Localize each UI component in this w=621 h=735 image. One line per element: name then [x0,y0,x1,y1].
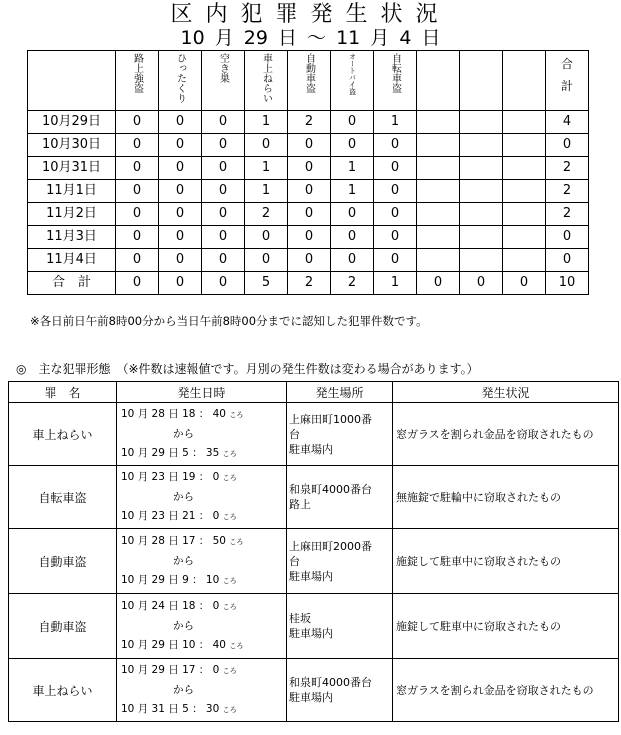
count-cell: 0 [116,272,159,295]
approx-label: ころ [222,473,237,482]
count-cell: 0 [202,157,245,180]
column-header [202,51,245,111]
column-header-label: 合計 [561,57,574,93]
date-to-text: 10 月 29 日 9 ： 10 [121,573,220,586]
count-cell [417,249,460,272]
table-row [28,249,589,272]
count-cell: 0 [202,272,245,295]
count-cell: 0 [460,272,503,295]
count-cell: 0 [288,157,331,180]
from-word: から [173,427,194,440]
location-line: 上麻田町2000番 [289,539,372,553]
date-to [121,507,286,527]
count-cell: 0 [331,203,374,226]
column-header: 罪 名 [9,382,117,403]
table-row [28,203,589,226]
crime-name: 自転車盗 [9,466,117,529]
table-row [9,659,619,722]
date-from-text: 10 月 28 日 17 ： 50 [121,534,226,547]
date-to-text: 10 月 29 日 5 ： 35 [121,446,220,459]
column-header [417,51,460,111]
count-cell: 0 [159,226,202,249]
approx-label: ころ [229,641,244,650]
location-line: 和泉町4000番台 [289,483,372,496]
count-cell: 4 [546,111,589,134]
count-cell: 1 [245,180,288,203]
count-cell: 0 [202,180,245,203]
situation: 窓ガラスを割られ金品を窃取されたもの [393,659,619,722]
count-cell: 0 [245,134,288,157]
count-cell [503,111,546,134]
count-cell: 0 [202,134,245,157]
row-label: 合 計 [28,272,116,295]
date-to [121,571,286,591]
column-header-label: 空き巣 [217,53,229,83]
approx-label: ころ [222,449,237,458]
location-line: 台 [289,554,300,568]
location-line: 駐車場内 [289,691,333,704]
situation: 施錠して駐車中に窃取されたもの [393,529,619,594]
count-cell: 2 [546,157,589,180]
page-title: 区内犯罪発生状況 [170,2,451,27]
approx-label: ころ [229,410,244,419]
row-label: 10月30日 [28,134,116,157]
count-cell: 0 [202,226,245,249]
approx-label: ころ [222,666,237,675]
approx-label: ころ [222,576,237,585]
count-cell: 0 [116,203,159,226]
location [287,466,393,529]
count-cell [503,226,546,249]
count-cell: 0 [546,134,589,157]
approx-label: ころ [222,705,237,714]
situation: 無施錠で駐輪中に窃取されたもの [393,466,619,529]
table-row [9,594,619,659]
from-word: から [173,619,194,632]
table-row [28,226,589,249]
location-line: 駐車場内 [289,442,333,456]
count-cell [417,111,460,134]
count-cell [417,134,460,157]
date-to-text: 10 月 31 日 5 ： 30 [121,702,220,715]
date-range [117,529,287,594]
column-header-label: ひったくり [174,53,186,103]
location-line: 上麻田町1000番 [289,412,372,426]
count-cell [503,249,546,272]
table-row [9,529,619,594]
count-cell: 1 [331,180,374,203]
row-label: 11月3日 [28,226,116,249]
count-cell: 1 [374,272,417,295]
count-cell: 0 [331,226,374,249]
count-cell: 0 [331,249,374,272]
crime-name: 車上ねらい [9,659,117,722]
count-cell: 0 [116,157,159,180]
count-cell [460,134,503,157]
count-cell [417,226,460,249]
count-cell: 0 [116,111,159,134]
daily-crime-table [27,50,589,295]
count-cell: 0 [245,226,288,249]
count-cell: 2 [245,203,288,226]
count-cell [460,180,503,203]
date-from [121,468,286,488]
date-from-text: 10 月 29 日 17 ： 0 [121,663,220,676]
table-header-row [9,382,619,403]
row-label: 10月31日 [28,157,116,180]
column-header [159,51,202,111]
date-from [121,532,286,552]
date-from [121,405,286,425]
column-header: 発生日時 [117,382,287,403]
column-header-label: 車上ねらい [260,53,272,103]
count-cell: 0 [245,249,288,272]
column-header-label: 自動車盗 [303,53,315,93]
from-word: から [173,490,194,503]
count-cell: 0 [331,111,374,134]
count-cell: 0 [417,272,460,295]
location [287,529,393,594]
count-cell: 0 [288,249,331,272]
table-header-row [28,51,589,111]
count-cell: 0 [202,111,245,134]
count-cell: 0 [159,111,202,134]
date-to [121,636,286,656]
count-cell [503,203,546,226]
approx-label: ころ [222,512,237,521]
count-cell: 2 [331,272,374,295]
count-cell: 0 [159,249,202,272]
count-cell: 2 [546,180,589,203]
count-cell: 2 [288,272,331,295]
date-from-text: 10 月 23 日 19 ： 0 [121,470,220,483]
count-cell [417,180,460,203]
column-header [503,51,546,111]
count-cell: 0 [288,203,331,226]
column-header-label: 路上強盗 [131,53,143,93]
date-range [117,466,287,529]
count-cell [417,203,460,226]
row-label: 10月29日 [28,111,116,134]
count-cell [503,157,546,180]
count-cell: 0 [288,226,331,249]
table-row [28,272,589,295]
table-row [28,180,589,203]
count-cell: 2 [288,111,331,134]
count-cell [460,111,503,134]
count-cell: 0 [546,226,589,249]
count-cell: 0 [202,249,245,272]
column-header [546,51,589,111]
location [287,659,393,722]
column-header-label: 自転車盗 [389,53,401,93]
location [287,403,393,466]
crime-name: 自動車盗 [9,529,117,594]
location-line: 駐車場内 [289,569,333,583]
count-cell: 0 [116,134,159,157]
count-cell [460,203,503,226]
report-period: 10 月 29 日 ～ 11 月 4 日 [180,27,441,49]
count-cell [460,157,503,180]
date-to-text: 10 月 23 日 21 ： 0 [121,509,220,522]
count-cell: 0 [159,157,202,180]
count-cell: 0 [374,226,417,249]
column-header: 発生場所 [287,382,393,403]
count-cell [503,180,546,203]
date-range [117,659,287,722]
count-cell: 0 [159,180,202,203]
approx-label: ころ [229,537,244,546]
date-from [121,597,286,617]
location [287,594,393,659]
table-row [28,157,589,180]
date-from [121,661,286,681]
count-cell: 0 [546,249,589,272]
location-line: 路上 [289,498,311,511]
count-cell: 0 [288,180,331,203]
column-header-label: オートバイ盗 [348,53,357,95]
table-row [28,111,589,134]
date-to [121,444,286,464]
location-line: 桂坂 [289,612,311,625]
date-to [121,700,286,720]
column-header [374,51,417,111]
corner-cell [28,51,116,111]
date-range [117,594,287,659]
count-cell [503,134,546,157]
count-cell: 0 [374,249,417,272]
count-cell: 2 [546,203,589,226]
location-line: 和泉町4000番台 [289,676,372,689]
count-cell: 0 [159,272,202,295]
date-range [117,403,287,466]
row-label: 11月4日 [28,249,116,272]
count-cell: 0 [503,272,546,295]
count-cell: 0 [374,203,417,226]
count-cell: 0 [374,157,417,180]
row-label: 11月2日 [28,203,116,226]
crime-name: 自動車盗 [9,594,117,659]
major-crimes-table [8,381,619,722]
count-cell: 1 [331,157,374,180]
count-cell: 0 [116,249,159,272]
date-from-text: 10 月 24 日 18 ： 0 [121,599,220,612]
location-line: 駐車場内 [289,627,333,640]
location-line: 台 [289,427,300,441]
crime-name: 車上ねらい [9,403,117,466]
count-cell [460,226,503,249]
situation: 施錠して駐車中に窃取されたもの [393,594,619,659]
from-word: から [173,554,194,567]
date-from-text: 10 月 28 日 18 ： 40 [121,407,226,420]
table-row [28,134,589,157]
count-cell: 0 [288,134,331,157]
count-cell: 10 [546,272,589,295]
count-cell: 5 [245,272,288,295]
count-cell: 1 [245,157,288,180]
count-cell: 0 [116,226,159,249]
count-cell: 0 [202,203,245,226]
count-cell: 0 [374,134,417,157]
table-row [9,403,619,466]
count-cell [417,157,460,180]
section-title: ◎ 主な犯罪形態 （※件数は速報値です。月別の発生件数は変わる場合があります。） [16,362,479,376]
count-cell: 1 [245,111,288,134]
row-label: 11月1日 [28,180,116,203]
table-row [9,466,619,529]
column-header [331,51,374,111]
count-cell: 0 [331,134,374,157]
column-header: 発生状況 [393,382,619,403]
date-to-text: 10 月 29 日 10 ： 40 [121,638,226,651]
from-word: から [173,683,194,696]
column-header [116,51,159,111]
count-cell: 1 [374,111,417,134]
column-header [288,51,331,111]
count-cell: 0 [159,134,202,157]
approx-label: ころ [222,602,237,611]
column-header [460,51,503,111]
count-cell: 0 [159,203,202,226]
situation: 窓ガラスを割られ金品を窃取されたもの [393,403,619,466]
column-header [245,51,288,111]
footnote: ※各日前日午前8時00分から当日午前8時00分までに認知した犯罪件数です。 [30,314,428,328]
count-cell: 0 [374,180,417,203]
count-cell [460,249,503,272]
count-cell: 0 [116,180,159,203]
